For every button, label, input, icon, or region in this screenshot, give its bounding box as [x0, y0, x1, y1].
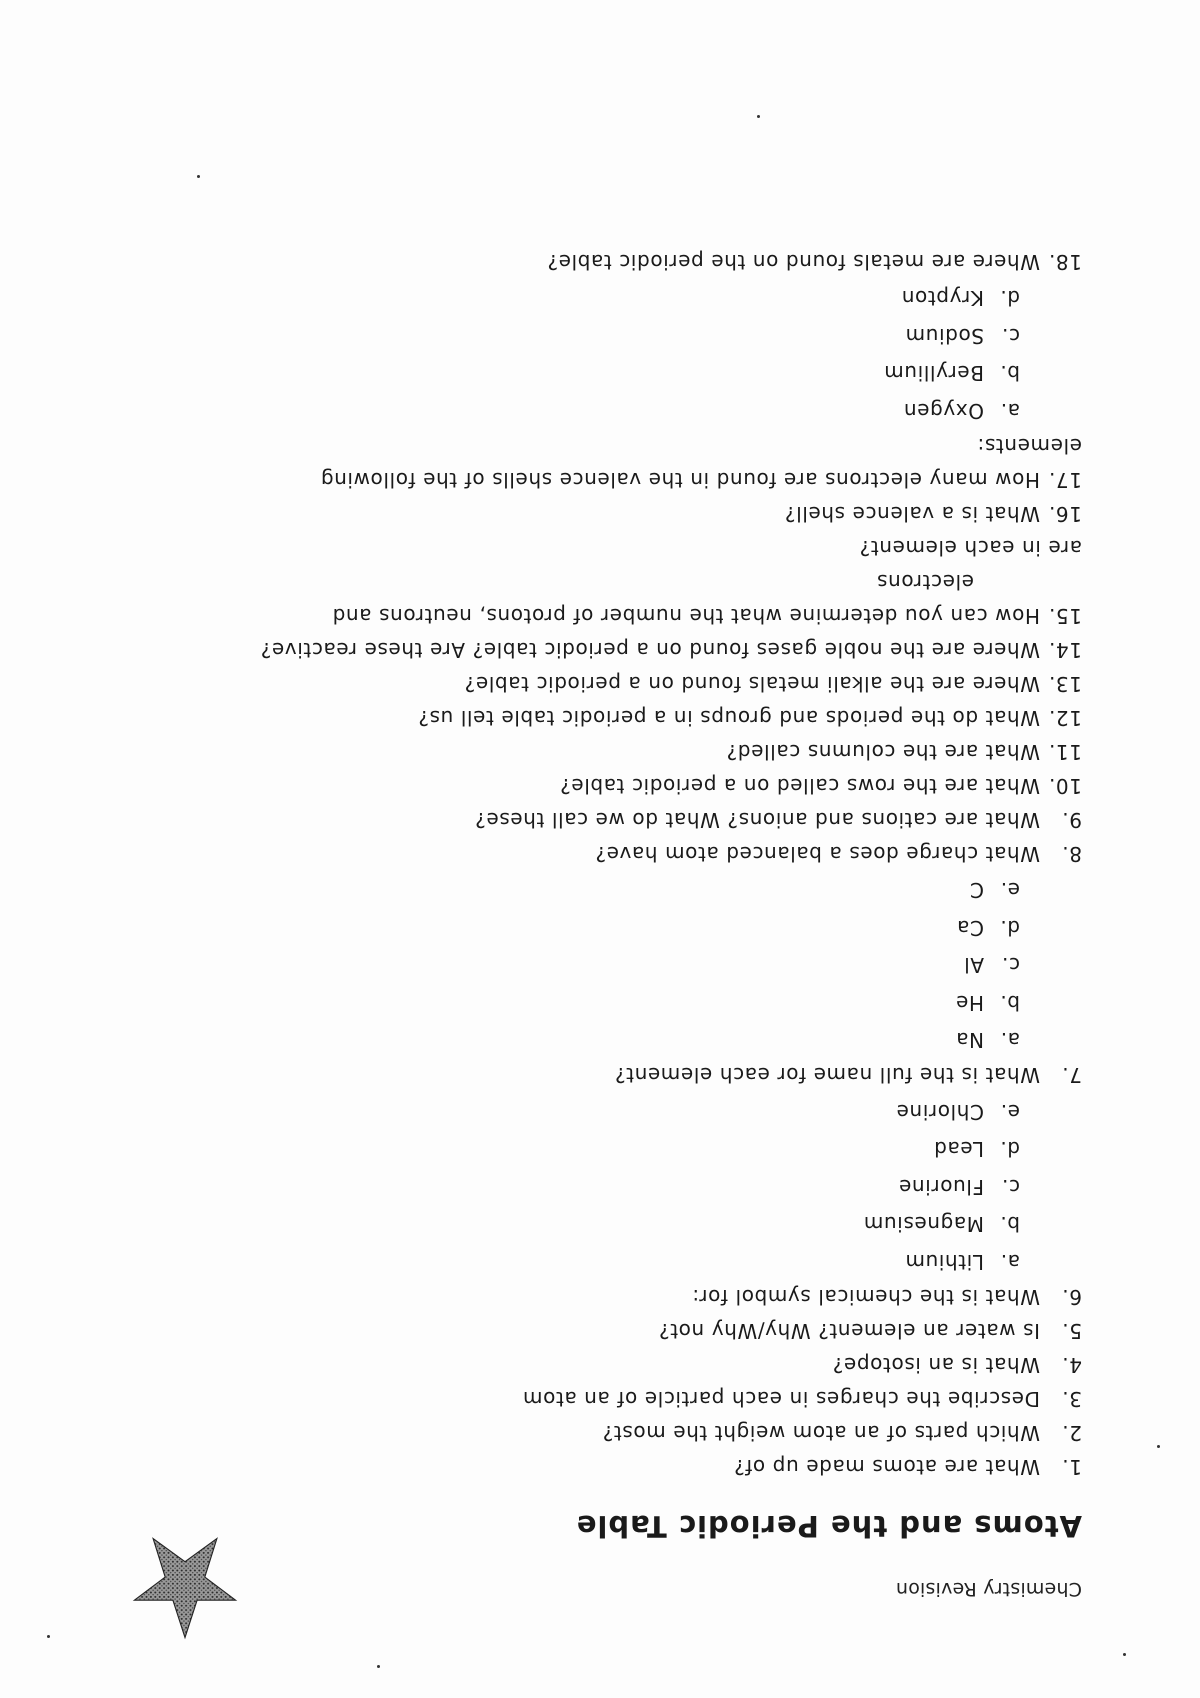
- question-4: 4.What is an isotope?: [832, 1353, 1082, 1377]
- star-icon: [130, 1532, 240, 1642]
- list-item: e.Chlorine: [896, 1100, 1020, 1124]
- list-item: a.Na: [955, 1028, 1020, 1053]
- scan-speck: [47, 1635, 50, 1638]
- question-8: 8.What charge does a balanced atom have?: [594, 842, 1082, 866]
- question-14: 14.Where are the noble gases found on a periodic table? Are these reactive?: [260, 638, 1082, 662]
- list-item: a.Lithium: [904, 1250, 1020, 1274]
- question-3: 3.Describe the charges in each particle of an atom: [522, 1387, 1082, 1411]
- question-12: 12.What do the periods and groups in a periodic table tell us?: [417, 706, 1082, 730]
- question-7: 7.What is the full name for each element?: [614, 1063, 1082, 1088]
- question-15: 15.How can you determine what the number of protons, neutrons and: [332, 604, 1082, 628]
- question-13: 13.Where are the alkali metals found on a periodic table?: [464, 672, 1082, 696]
- list-item: c.Al: [963, 953, 1020, 978]
- question-16: 16.What is a valence shell?: [784, 502, 1082, 526]
- page-title: Atoms and the Periodic Table: [575, 1509, 1082, 1543]
- list-item: b.He: [955, 991, 1020, 1015]
- question-11: 11.What are the columns called?: [726, 740, 1082, 764]
- scan-speck: [197, 175, 200, 178]
- question-6: 6.What is the chemical symbol for:: [691, 1285, 1082, 1309]
- scan-speck: [1157, 1445, 1160, 1448]
- list-item: c.Sodium: [905, 324, 1020, 348]
- list-item: b.Beryllium: [883, 361, 1020, 386]
- question-list: [72, 245, 1082, 1484]
- question-15-continuation: are in each element?: [859, 536, 1082, 560]
- question-15-continuation: electrons: [876, 570, 974, 594]
- question-1: 1.What are atoms made up of?: [733, 1455, 1082, 1479]
- question-5: 5.Is water an element? Why/Why not?: [658, 1319, 1082, 1343]
- question-17-continuation: elements:: [976, 434, 1082, 458]
- list-item: c.Fluorine: [898, 1175, 1020, 1199]
- scan-speck: [1123, 1653, 1126, 1656]
- list-item: d.Krypton: [901, 286, 1020, 311]
- list-item: b.Magnesium: [863, 1212, 1020, 1237]
- question-2: 2.Which parts of an atom weight the most?: [602, 1421, 1082, 1445]
- question-10: 10.What are the rows called on a periodic table?: [559, 774, 1082, 798]
- scan-speck: [757, 115, 760, 118]
- list-item: d.Ca: [956, 916, 1020, 940]
- header-label: Chemistry Revision: [895, 1578, 1082, 1600]
- question-9: 9.What are cations and anions? What do we call these?: [474, 808, 1082, 832]
- list-item: d.Lead: [933, 1137, 1020, 1162]
- scan-speck: [377, 1665, 380, 1668]
- list-item: e.C: [969, 878, 1020, 903]
- list-item: a.Oxygen: [903, 399, 1020, 423]
- question-18: 18.Where are metals found on the periodic table?: [546, 250, 1082, 274]
- question-17: 17.How many electrons are found in the valence shells of the following: [320, 468, 1082, 492]
